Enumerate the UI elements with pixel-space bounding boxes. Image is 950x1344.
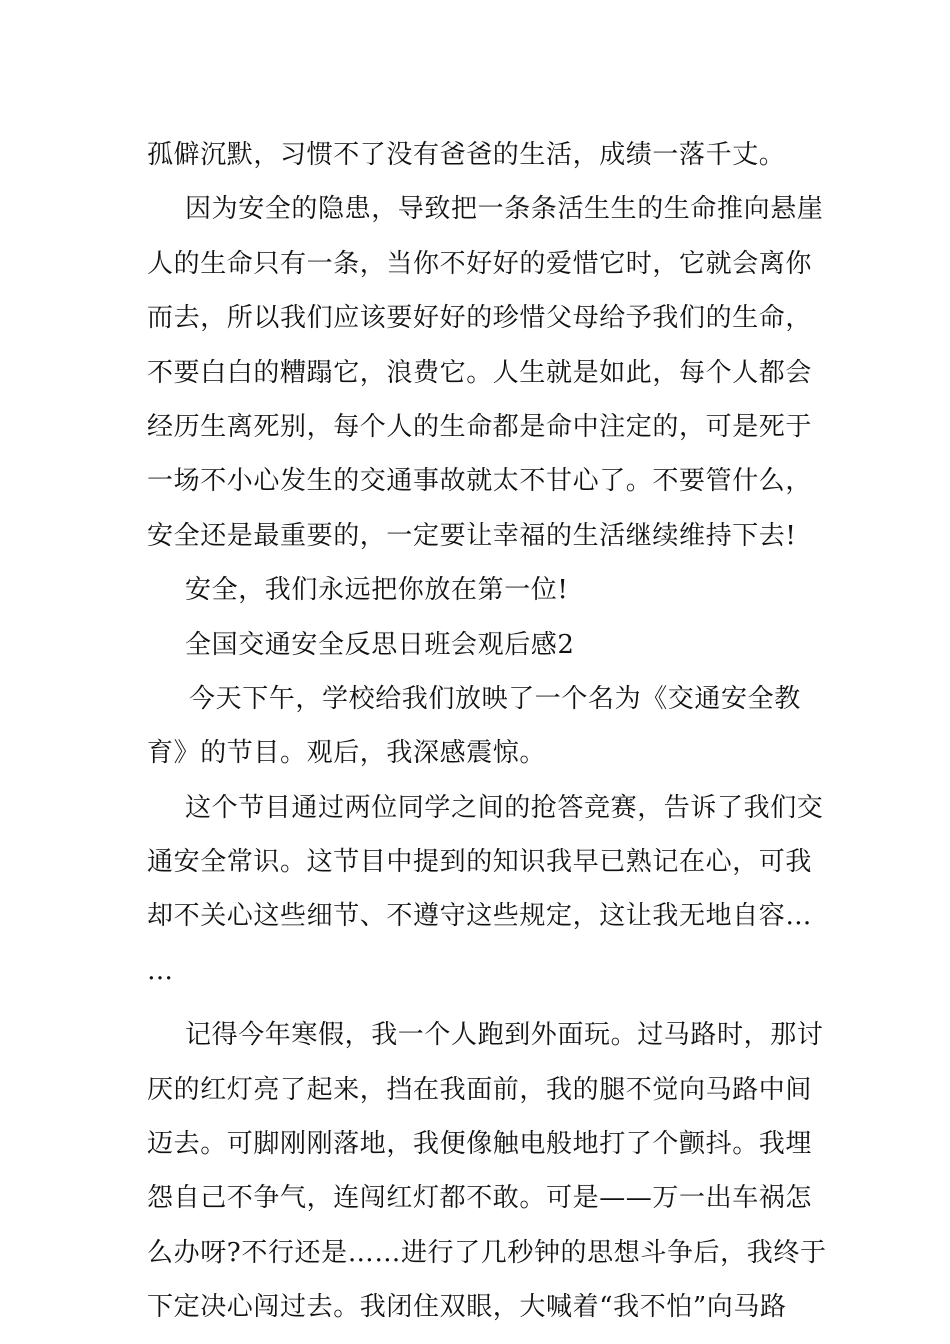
text-line: 安全，我们永远把你放在第一位! (185, 575, 569, 606)
text-line: 通安全常识。这节目中提到的知识我早已熟记在心，可我 (147, 847, 813, 878)
text-line: 人的生命只有一条，当你不好好的爱惜它时，它就会离你 (147, 248, 813, 279)
text-line: 孤僻沉默，习惯不了没有爸爸的生活，成绩一落千丈。 (147, 140, 786, 170)
text-line: 下定决心闯过去。我闭住双眼，大喊着“我不怕”向马路 (147, 1292, 787, 1323)
paragraph-safety-first (147, 563, 807, 617)
text-line: 一场不小心发生的交通事故就太不甘心了。不要管什么， (147, 466, 813, 497)
paragraph-safety-hazard (147, 182, 824, 563)
text-line: 厌的红灯亮了起来，挡在我面前，我的腿不觉向马路中间 (147, 1074, 813, 1105)
paragraph-continuation (147, 128, 807, 182)
text-line: 么办呀?不行还是……进行了几秒钟的思想斗争后，我终于 (147, 1237, 827, 1268)
text-line: 迈去。可脚刚刚落地，我便像触电般地打了个颤抖。我埋 (147, 1129, 813, 1160)
heading-line: 全国交通安全反思日班会观后感2 (185, 629, 575, 660)
text-line: 经历生离死别，每个人的生命都是命中注定的，可是死于 (147, 411, 813, 442)
text-line: 这个节目通过两位同学之间的抢答竞赛，告诉了我们交 (185, 792, 824, 823)
text-line: 今天下午，学校给我们放映了一个名为《交通安全教 (189, 683, 801, 714)
paragraph-program-intro (147, 672, 807, 781)
text-line: 因为安全的隐患，导致把一条条活生生的生命推向悬崖 (185, 194, 824, 225)
text-line: 育》的节目。观后，我深感震惊。 (147, 738, 547, 769)
text-line: 安全还是最重要的，一定要让幸福的生活继续维持下去! (147, 520, 797, 551)
paragraph-winter-memory (147, 1008, 827, 1334)
text-line: 而去，所以我们应该要好好的珍惜父母给予我们的生命， (147, 303, 813, 334)
text-line: 却不关心这些细节、不遵守这些规定，这让我无地自容… (147, 901, 813, 932)
document-page (147, 128, 827, 1335)
text-line: 怨自己不争气，连闯红灯都不敢。可是——万一出车祸怎 (147, 1183, 813, 1214)
text-line: 不要白白的糟蹋它，浪费它。人生就是如此，每个人都会 (147, 357, 813, 388)
text-line: … (147, 955, 174, 986)
paragraph-quiz-contest (147, 781, 824, 999)
text-line: 记得今年寒假，我一个人跑到外面玩。过马路时，那讨 (185, 1020, 824, 1051)
section-heading (147, 618, 807, 672)
paragraph-spacer (147, 998, 807, 1008)
